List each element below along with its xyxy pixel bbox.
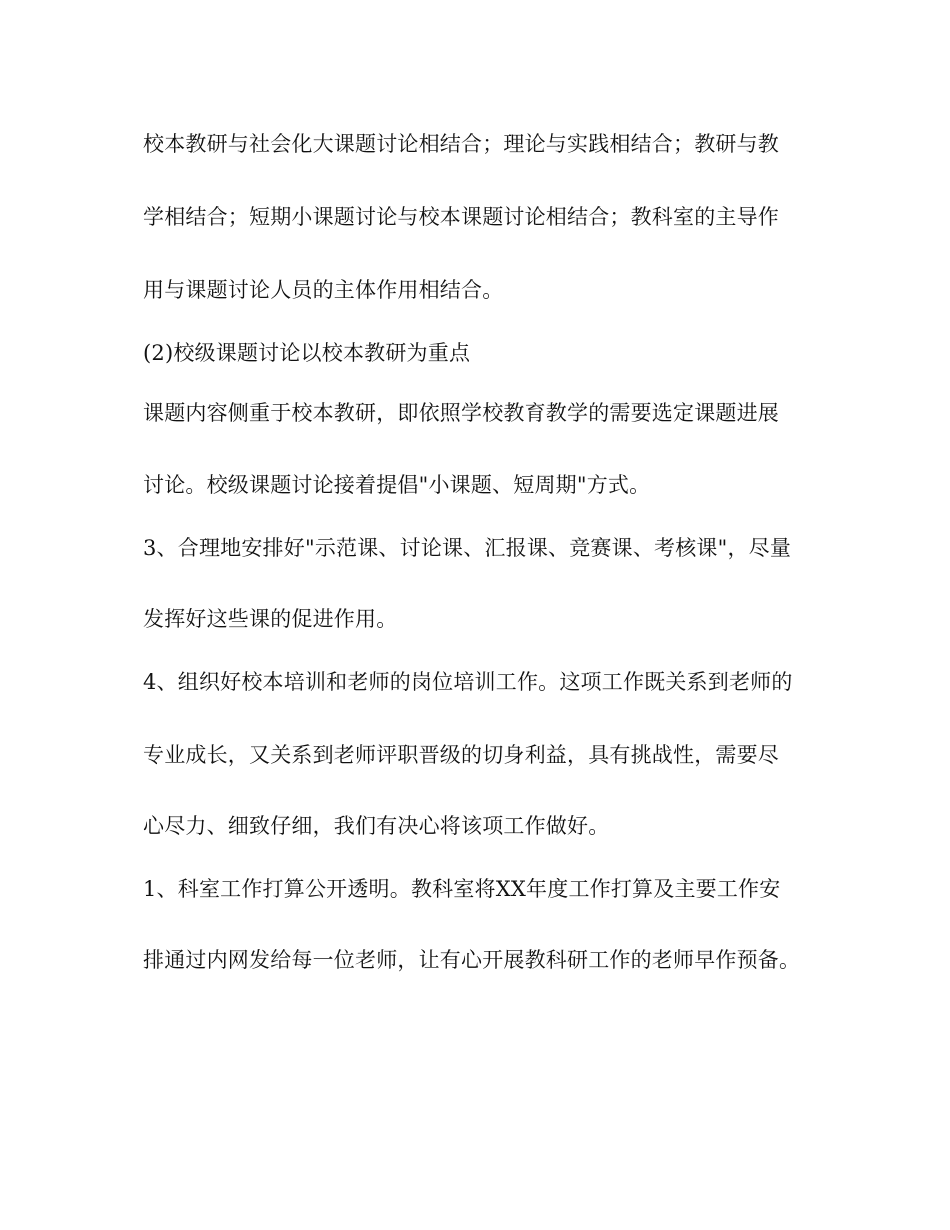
text-line-9: 4、组织好校本培训和老师的岗位培训工作。这项工作既关系到老师的 [143,670,793,694]
text-line-1: 校本教研与社会化大课题讨论相结合；理论与实践相结合；教研与教 [143,132,779,156]
text-line-12: 1、科室工作打算公开透明。教科室将XX年度工作打算及主要工作安 [143,877,781,901]
text-line-10: 专业成长，又关系到老师评职晋级的切身利益，具有挑战性，需要尽 [143,743,779,767]
text-line-7: 3、合理地安排好"示范课、讨论课、汇报课、竞赛课、考核课"，尽量 [143,536,792,560]
text-line-11: 心尽力、细致仔细，我们有决心将该项工作做好。 [143,814,610,838]
section-heading: (2)校级课题讨论以校本教研为重点 [143,341,471,365]
text-line-6: 讨论。校级课题讨论接着提倡"小课题、短周期"方式。 [143,473,651,497]
text-line-8: 发挥好这些课的促进作用。 [143,607,398,631]
text-line-5: 课题内容侧重于校本教研，即依照学校教育教学的需要选定课题进展 [143,401,779,425]
text-line-2: 学相结合；短期小课题讨论与校本课题讨论相结合；教科室的主导作 [143,205,779,229]
text-line-13: 排通过内网发给每一位老师，让有心开展教科研工作的老师早作预备。 [143,948,801,972]
text-line-3: 用与课题讨论人员的主体作用相结合。 [143,278,504,302]
